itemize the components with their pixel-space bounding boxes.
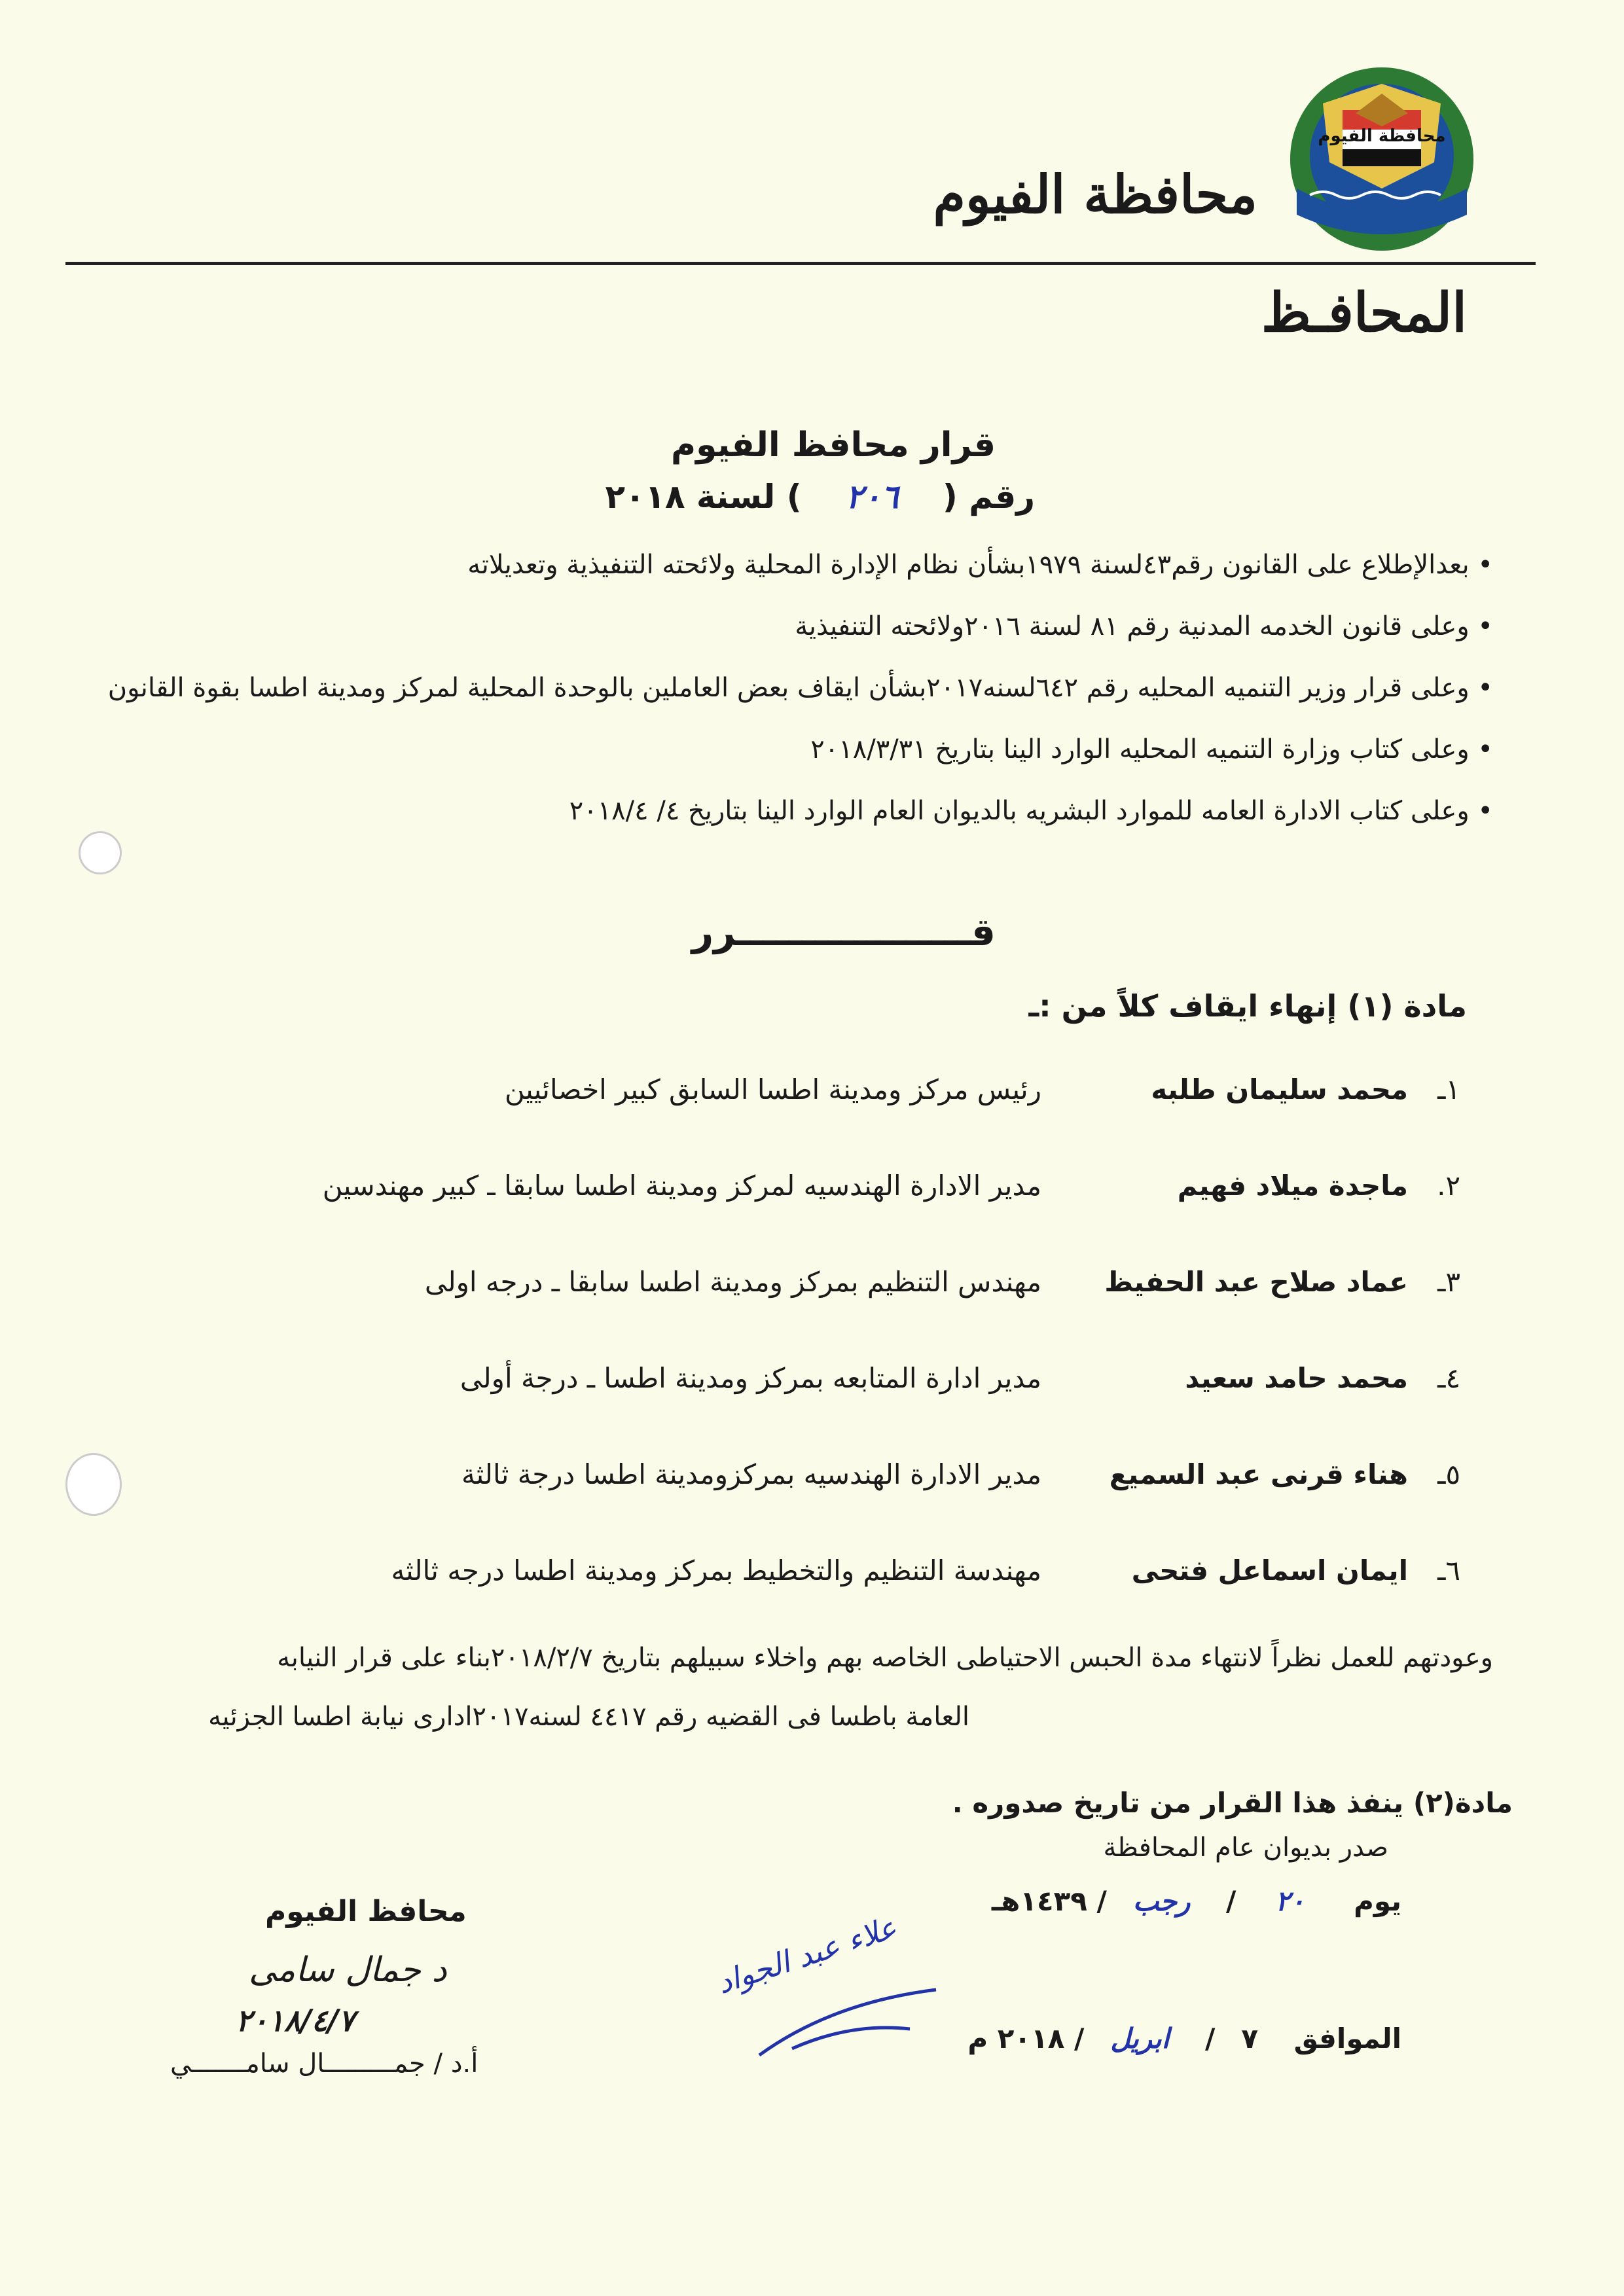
office-title: المحافـظ bbox=[1261, 281, 1467, 344]
persons-list bbox=[151, 1073, 1460, 1651]
preamble-item: • وعلى قانون الخدمه المدنية رقم ٨١ لسنة ٢٠١٦ولائحته التنفيذية bbox=[795, 611, 1493, 641]
person-number: ٥ـ bbox=[1437, 1458, 1460, 1490]
preamble-item: • وعلى قرار وزير التنميه المحليه رقم ٦٤٢لسنه٢٠١٧بشأن ايقاف بعض العاملين بالوحدة المحلية لمركز ومدينة اطسا بقوة القانون bbox=[107, 673, 1493, 703]
person-description: مهندسة التنظيم والتخطيط بمركز ومدينة اطسا درجه ثالثه bbox=[391, 1554, 1041, 1587]
preamble-item: • وعلى كتاب وزارة التنميه المحليه الوارد الينا بتاريخ ٢٠١٨/٣/٣١ bbox=[810, 734, 1493, 764]
article-1-heading: مادة (١) إنهاء ايقاف كلاً من :ـ bbox=[1028, 988, 1467, 1024]
person-name: ايمان اسماعل فتحى bbox=[1131, 1554, 1408, 1587]
preamble-item: • وعلى كتاب الادارة العامه للموارد البشريه بالديوان العام الوارد الينا بتاريخ ٤/ ٢٠١٨/٤ bbox=[569, 796, 1493, 826]
person-name: هناء قرنى عبد السميع bbox=[1109, 1458, 1408, 1490]
decree-title: قرار محافظ الفيوم bbox=[670, 425, 996, 465]
person-row bbox=[151, 1266, 1460, 1362]
person-description: رئيس مركز ومدينة اطسا السابق كبير اخصائيين bbox=[504, 1073, 1041, 1105]
return-paragraph-line-2: العامة باطسا فى القضيه رقم ٤٤١٧ لسنه٢٠١٧ادارى نيابة اطسا الجزئيه bbox=[208, 1702, 969, 1732]
person-number: ١ـ bbox=[1437, 1073, 1460, 1105]
date-greg-year: ٢٠١٨ م bbox=[967, 2022, 1065, 2054]
person-description: مدير الادارة الهندسيه لمركز ومدينة اطسا سابقا ـ كبير مهندسين bbox=[322, 1170, 1041, 1202]
person-number: ٣ـ bbox=[1437, 1266, 1460, 1298]
person-number: ٤ـ bbox=[1437, 1362, 1460, 1394]
middle-signature: علاء عبد الجواد bbox=[712, 1909, 901, 2001]
emblem-text: محافظة الفيوم bbox=[1318, 126, 1446, 146]
date-hijri-day: ٢٠ bbox=[1275, 1885, 1305, 1917]
header-divider bbox=[65, 262, 1536, 265]
date-greg-label: الموافق bbox=[1293, 2022, 1401, 2054]
person-row bbox=[151, 1170, 1460, 1266]
return-paragraph-line-1: وعودتهم للعمل نظراً لانتهاء مدة الحبس الاحتياطى الخاصه بهم واخلاء سبيلهم بتاريخ ٢٠١٨/٢/٧بناء على قرار النيابه bbox=[277, 1643, 1493, 1673]
date-hijri: يوم ٢٠/ رجب/ ١٤٣٩هـ bbox=[991, 1885, 1401, 1917]
governorate-emblem bbox=[1284, 64, 1480, 254]
person-description: مهندس التنظيم بمركز ومدينة اطسا سابقا ـ درجه اولى bbox=[424, 1266, 1041, 1298]
person-row bbox=[151, 1554, 1460, 1651]
signatory-name: أ.د / جمـــــــــال سامـــــــي bbox=[170, 2049, 478, 2079]
person-name: ماجدة ميلاد فهيم bbox=[1177, 1170, 1408, 1202]
issued-at: صدر بديوان عام المحافظة bbox=[1103, 1833, 1388, 1863]
person-number: ٦ـ bbox=[1437, 1554, 1460, 1587]
date-hijri-year: ١٤٣٩هـ bbox=[991, 1885, 1087, 1917]
decree-number-handwritten: ٢٠٦ bbox=[846, 478, 899, 516]
governorate-name: محافظة الفيوم bbox=[933, 164, 1257, 225]
person-description: مدير الادارة الهندسيه بمركزومدينة اطسا درجة ثالثة bbox=[461, 1458, 1041, 1490]
signatory-handwritten-date: ٢٠١٨/٤/٧ bbox=[236, 2003, 355, 2038]
preamble-list bbox=[107, 550, 1493, 857]
date-greg-day: ٧ bbox=[1241, 2022, 1258, 2054]
punch-hole bbox=[79, 831, 122, 874]
person-name: عماد صلاح عبد الحفيظ bbox=[1104, 1266, 1408, 1298]
person-number: ٢. bbox=[1437, 1170, 1460, 1202]
person-row bbox=[151, 1362, 1460, 1458]
signatory-title: محافظ الفيوم bbox=[265, 1895, 467, 1928]
punch-hole bbox=[65, 1453, 122, 1516]
date-gregorian: الموافق ٧/ ابريل/ ٢٠١٨ م bbox=[967, 2022, 1401, 2054]
person-name: محمد سليمان طلبه bbox=[1151, 1073, 1408, 1105]
person-row bbox=[151, 1073, 1460, 1170]
decided-heading: قــــــــــــــــــرر bbox=[691, 910, 996, 954]
date-hijri-month: رجب bbox=[1132, 1885, 1191, 1917]
person-row bbox=[151, 1458, 1460, 1554]
decree-number bbox=[605, 478, 1035, 516]
person-description: مدير ادارة المتابعه بمركز ومدينة اطسا ـ درجة أولى bbox=[460, 1362, 1041, 1394]
person-name: محمد حامد سعيد bbox=[1185, 1362, 1408, 1394]
preamble-item: • بعدالإطلاع على القانون رقم٤٣لسنة ١٩٧٩بشأن نظام الإدارة المحلية ولائحته التنفيذية وتعديلاته bbox=[467, 550, 1493, 580]
article-2: مادة(٢) ينفذ هذا القرار من تاريخ صدوره . bbox=[952, 1787, 1513, 1819]
signatory-handwritten-signature: د جمال سامى bbox=[249, 1950, 447, 1990]
decree-number-prefix: رقم ( bbox=[943, 478, 1035, 516]
middle-signature-stroke bbox=[753, 1977, 949, 2068]
date-greg-month: ابريل bbox=[1110, 2022, 1170, 2054]
date-hijri-label: يوم bbox=[1354, 1885, 1401, 1917]
decree-number-suffix: ) لسنة ٢٠١٨ bbox=[605, 478, 802, 516]
